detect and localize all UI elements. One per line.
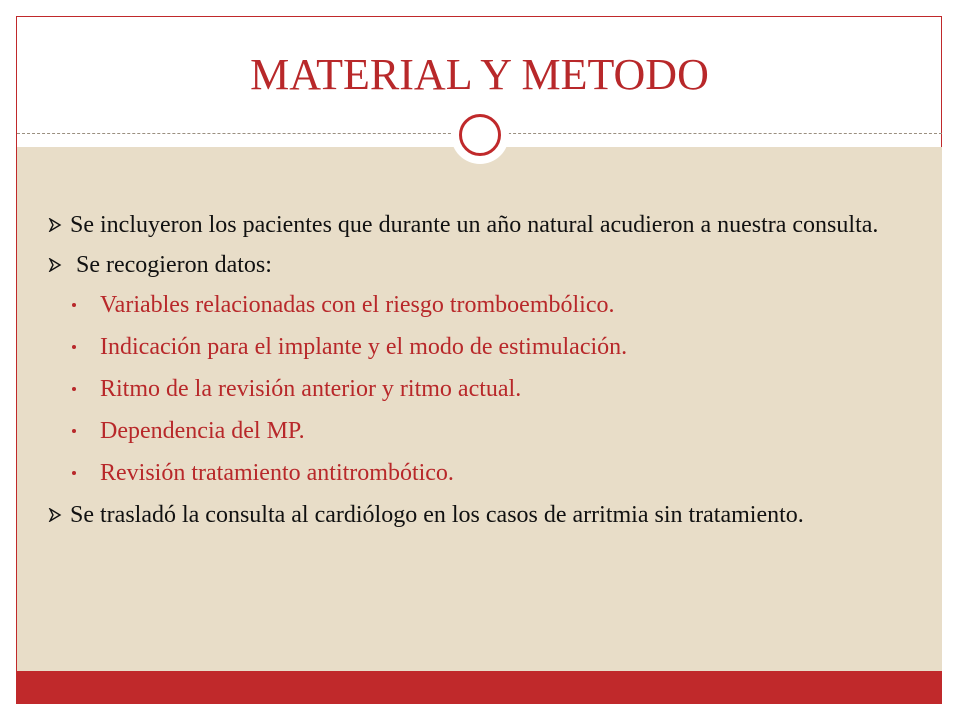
dot-bullet-icon [72, 303, 76, 307]
divider-circle-ornament [451, 106, 509, 164]
arrowhead-bullet-icon [48, 258, 62, 272]
bullet-text: Se recogieron datos: [76, 252, 272, 278]
arrowhead-bullet-icon [48, 508, 62, 522]
arrowhead-bullet-icon [48, 218, 62, 232]
sub-bullet-item [48, 373, 928, 405]
bullet-item [48, 249, 928, 281]
bullet-text: Se trasladó la consulta al cardiólogo en los casos de arritmia sin tratamiento. [70, 502, 804, 528]
footer-bar [17, 671, 942, 703]
ring-icon [459, 114, 501, 156]
sub-bullet-item [48, 457, 928, 489]
slide-body [48, 209, 928, 539]
bullet-item [48, 209, 928, 241]
sub-bullet-text: Indicación para el implante y el modo de estimulación. [100, 334, 628, 360]
dot-bullet-icon [72, 429, 76, 433]
sub-bullet-text: Ritmo de la revisión anterior y ritmo actual. [100, 376, 522, 402]
sub-bullet-item [48, 331, 928, 363]
bullet-item [48, 499, 928, 531]
sub-bullet-item [48, 415, 928, 447]
bullet-text: Se incluyeron los pacientes que durante un año natural acudieron a nuestra consulta. [70, 212, 879, 238]
sub-bullet-item [48, 289, 928, 321]
dot-bullet-icon [72, 387, 76, 391]
dot-bullet-icon [72, 345, 76, 349]
sub-bullet-text: Revisión tratamiento antitrombótico. [100, 460, 454, 486]
dot-bullet-icon [72, 471, 76, 475]
sub-bullet-text: Dependencia del MP. [100, 418, 305, 444]
slide-title: MATERIAL Y METODO [250, 50, 709, 99]
sub-bullet-text: Variables relacionadas con el riesgo tromboembólico. [100, 292, 615, 318]
